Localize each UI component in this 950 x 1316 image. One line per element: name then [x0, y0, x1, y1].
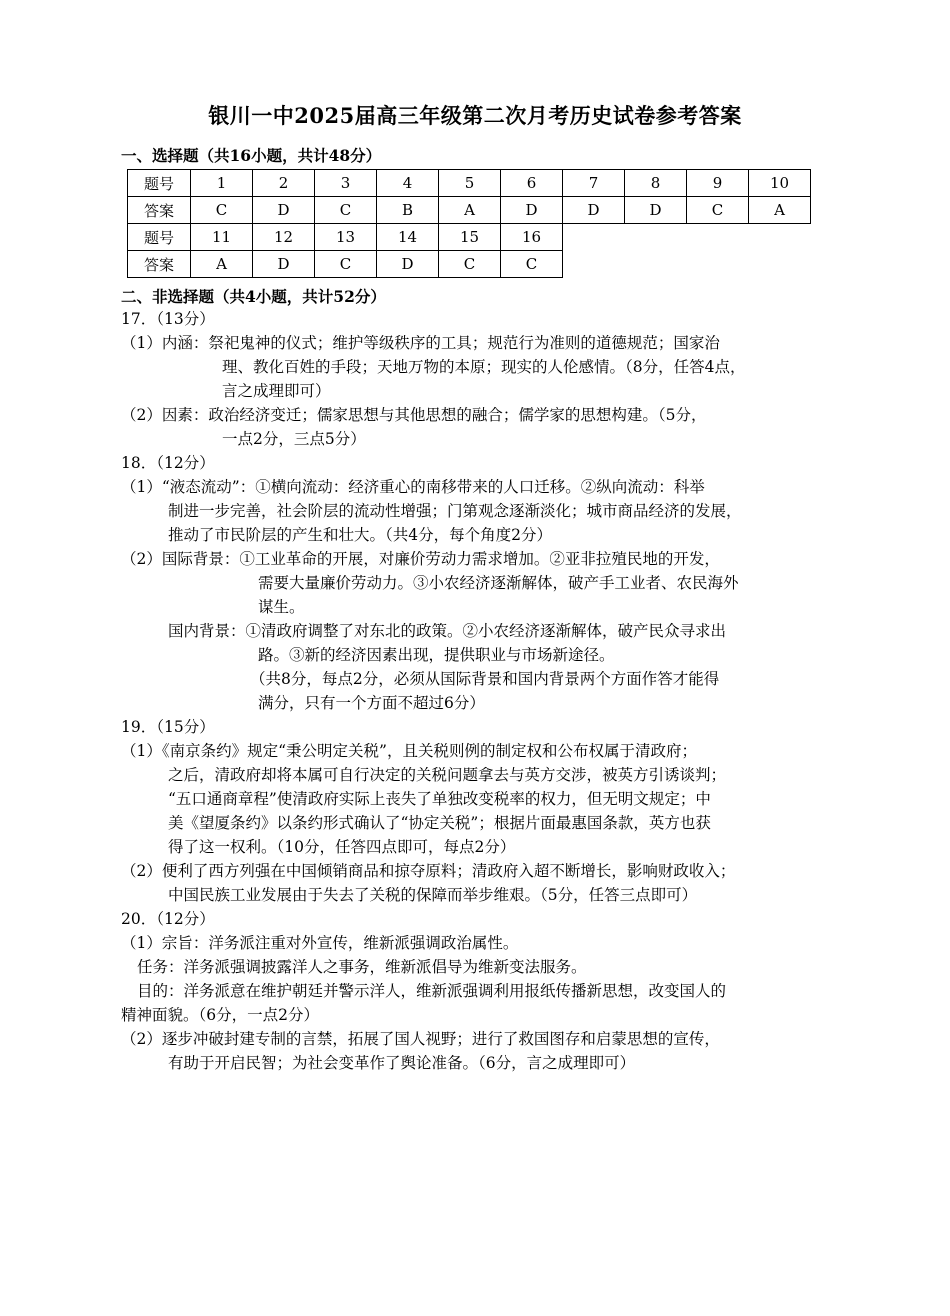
answer-line: 国内背景：①清政府调整了对东北的政策。②小农经济逐渐解体，破产民众寻求出	[168, 622, 727, 640]
answer-line: 之后，清政府却将本属可自行决定的关税问题拿去与英方交涉，被英方引诱谈判；	[168, 766, 727, 784]
table-cell: D	[253, 197, 315, 224]
table-cell: 1	[191, 170, 253, 197]
answer-line: （共8分，每点2分，必须从国际背景和国内背景两个方面作答才能得	[250, 670, 720, 688]
table-empty-cell	[687, 224, 749, 251]
question-17-heading: 17．（13分）	[121, 310, 215, 328]
answer-line: 满分，只有一个方面不超过6分）	[258, 694, 485, 712]
table-cell: A	[439, 197, 501, 224]
table-cell: 3	[315, 170, 377, 197]
answer-line: （2）国际背景：①工业革命的开展，对廉价劳动力需求增加。②亚非拉殖民地的开发，	[121, 550, 720, 568]
answer-line: 制进一步完善，社会阶层的流动性增强；门第观念逐渐淡化；城市商品经济的发展，	[168, 502, 742, 520]
answer-line: （2）因素：政治经济变迁；儒家思想与其他思想的融合；儒学家的思想构建。（5分，	[121, 406, 707, 424]
table-cell: 16	[501, 224, 563, 251]
answer-line: （1）“液态流动”：①横向流动：经济重心的南移带来的人口迁移。②纵向流动：科举	[121, 478, 705, 496]
answer-line: 理、教化百姓的手段；天地万物的本原；现实的人伦感情。（8分，任答4点，	[222, 358, 746, 376]
table-cell: D	[563, 197, 625, 224]
table-cell: 4	[377, 170, 439, 197]
table-cell: 10	[749, 170, 811, 197]
table-cell: 8	[625, 170, 687, 197]
answer-line: （1）《南京条约》规定“秉公明定关税”，且关税则例的制定权和公布权属于清政府；	[121, 742, 697, 760]
table-row-question-2	[128, 224, 811, 251]
table-cell: 13	[315, 224, 377, 251]
table-cell: 15	[439, 224, 501, 251]
table-cell: 6	[501, 170, 563, 197]
table-cell: 14	[377, 224, 439, 251]
table-label-answer: 答案	[128, 197, 191, 224]
table-cell: 7	[563, 170, 625, 197]
table-row-question-1	[128, 170, 811, 197]
table-empty-cell	[687, 251, 749, 278]
answer-line: （1）宗旨：洋务派注重对外宣传，维新派强调政治属性。	[121, 934, 519, 952]
answer-line: 有助于开启民智；为社会变革作了舆论准备。（6分，言之成理即可）	[168, 1054, 636, 1072]
answer-line: 得了这一权利。（10分，任答四点即可，每点2分）	[168, 838, 516, 856]
table-empty-cell	[563, 224, 625, 251]
table-cell: C	[191, 197, 253, 224]
question-20-heading: 20．（12分）	[121, 910, 215, 928]
table-empty-cell	[749, 224, 811, 251]
answer-line: 精神面貌。（6分，一点2分）	[121, 1006, 319, 1024]
answer-line: 目的：洋务派意在维护朝廷并警示洋人，维新派强调利用报纸传播新思想，改变国人的	[137, 982, 727, 1000]
question-18-heading: 18．（12分）	[121, 454, 215, 472]
table-cell: 11	[191, 224, 253, 251]
answer-line: 言之成理即可）	[222, 382, 331, 400]
question-19-heading: 19．（15分）	[121, 718, 215, 736]
page-title: 银川一中2025届高三年级第二次月考历史试卷参考答案	[208, 103, 742, 128]
table-cell: 5	[439, 170, 501, 197]
table-cell: B	[377, 197, 439, 224]
table-cell: A	[191, 251, 253, 278]
answer-line: 路。③新的经济因素出现，提供职业与市场新途径。	[258, 646, 615, 664]
table-cell: D	[625, 197, 687, 224]
answer-line: （2）便利了西方列强在中国倾销商品和掠夺原料；清政府入超不断增长，影响财政收入；	[121, 862, 736, 880]
table-cell: D	[253, 251, 315, 278]
table-cell: C	[315, 197, 377, 224]
table-cell: C	[315, 251, 377, 278]
answer-line: 谋生。	[258, 598, 305, 616]
answer-line: （1）内涵：祭祀鬼神的仪式；维护等级秩序的工具；规范行为准则的道德规范；国家治	[121, 334, 720, 352]
table-cell: 12	[253, 224, 315, 251]
answer-line: “五口通商章程”使清政府实际上丧失了单独改变税率的权力，但无明文规定；中	[168, 790, 711, 808]
table-row-answer-1	[128, 197, 811, 224]
answer-line: 推动了市民阶层的产生和壮大。（共4分，每个角度2分）	[168, 526, 552, 544]
table-label-answer: 答案	[128, 251, 191, 278]
table-cell: C	[439, 251, 501, 278]
table-cell: 2	[253, 170, 315, 197]
table-row-answer-2	[128, 251, 811, 278]
table-empty-cell	[749, 251, 811, 278]
answer-line: 任务：洋务派强调披露洋人之事务，维新派倡导为维新变法服务。	[137, 958, 587, 976]
answer-line: 需要大量廉价劳动力。③小农经济逐渐解体，破产手工业者、农民海外	[258, 574, 739, 592]
section-heading-nonchoice: 二、非选择题（共4小题，共计52分）	[121, 287, 386, 306]
answer-table	[127, 169, 811, 278]
table-label-question: 题号	[128, 224, 191, 251]
section-heading-choice: 一、选择题（共16小题，共计48分）	[121, 146, 382, 165]
table-empty-cell	[625, 224, 687, 251]
table-empty-cell	[563, 251, 625, 278]
answer-line: 美《望厦条约》以条约形式确认了“协定关税”；根据片面最惠国条款，英方也获	[168, 814, 711, 832]
answer-line: 一点2分，三点5分）	[222, 430, 366, 448]
table-cell: D	[377, 251, 439, 278]
table-cell: C	[501, 251, 563, 278]
answer-line: （2）逐步冲破封建专制的言禁，拓展了国人视野；进行了救国图存和启蒙思想的宣传，	[121, 1030, 720, 1048]
table-cell: A	[749, 197, 811, 224]
table-cell: D	[501, 197, 563, 224]
table-cell: C	[687, 197, 749, 224]
table-cell: 9	[687, 170, 749, 197]
answer-line: 中国民族工业发展由于失去了关税的保障而举步维艰。（5分，任答三点即可）	[168, 886, 698, 904]
table-empty-cell	[625, 251, 687, 278]
table-label-question: 题号	[128, 170, 191, 197]
